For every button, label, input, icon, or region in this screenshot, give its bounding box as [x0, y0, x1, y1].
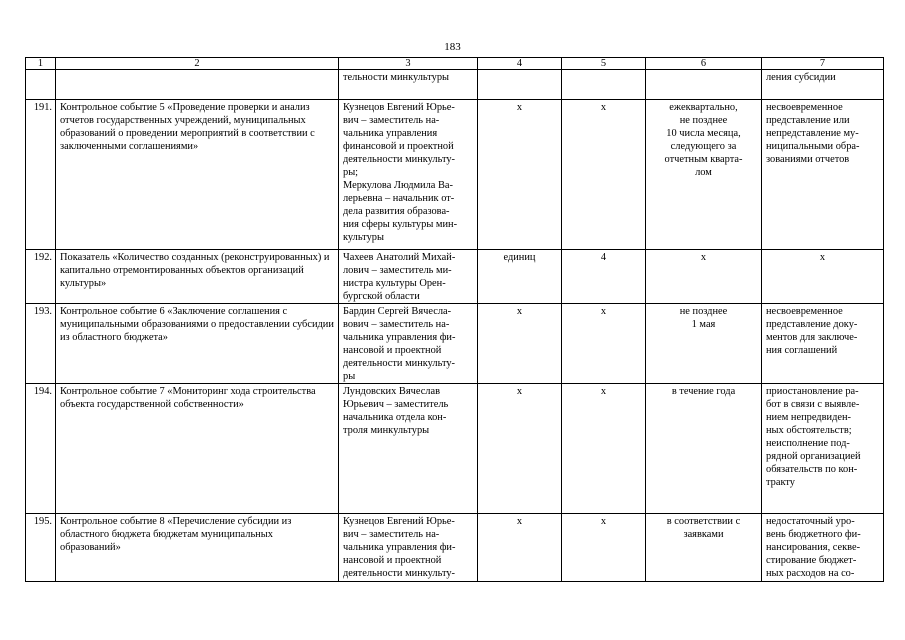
column-number: 2: [56, 58, 339, 70]
responsible-person: Кузнецов Евгений Юрье- вич – заместитель на- чальника управления финансовой и проектной деятельности минкульту- ры; Меркулова Людмила Ва- лерьевна – начальник от- дела развития образова- ния сферы культуры мин- культуры: [339, 100, 478, 250]
cell-col4: [478, 70, 562, 100]
table-row: [26, 304, 884, 384]
table-row: [26, 250, 884, 304]
column-numbers-row: [26, 58, 884, 70]
responsible-person: Бардин Сергей Вячесла- вович – заместитель на- чальника управления фи- нансовой и проектной деятельности минкульту- ры: [339, 304, 478, 384]
table-row: [26, 100, 884, 250]
cell-col4: x: [478, 384, 562, 514]
event-name: Контрольное событие 5 «Проведение проверки и анализ отчетов государственных учреждений, муниципальных образований о проведении мероприятий в соответствии с заключенными соглашениями»: [56, 100, 339, 250]
cell-col5: 4: [562, 250, 646, 304]
continuation-row: [26, 70, 884, 100]
cell-col4: x: [478, 304, 562, 384]
cell-responsible: тельности минкультуры: [339, 70, 478, 100]
cell-col5: [562, 70, 646, 100]
row-number: 195.: [26, 514, 56, 582]
event-name: Показатель «Количество созданных (реконструированных) и капитально отремонтированных объектов организаций культуры»: [56, 250, 339, 304]
deadline: в течение года: [646, 384, 762, 514]
column-number: 7: [762, 58, 884, 70]
cell-col5: x: [562, 100, 646, 250]
deadline: ежеквартально, не позднее 10 числа месяца, следующего за отчетным кварта- лом: [646, 100, 762, 250]
row-number: 193.: [26, 304, 56, 384]
column-number: 5: [562, 58, 646, 70]
cell-col6: [646, 70, 762, 100]
event-name: Контрольное событие 7 «Мониторинг хода строительства объекта государственной собственности»: [56, 384, 339, 514]
cell-col4: единиц: [478, 250, 562, 304]
row-number: 191.: [26, 100, 56, 250]
row-number: 192.: [26, 250, 56, 304]
events-table: [25, 57, 884, 582]
table-row: [26, 514, 884, 582]
cell-col4: x: [478, 514, 562, 582]
risk-consequence: несвоевременное представление доку- ментов для заключе- ния соглашений: [762, 304, 884, 384]
responsible-person: Чахеев Анатолий Михай- лович – заместитель ми- нистра культуры Орен- бургской области: [339, 250, 478, 304]
cell-num: [26, 70, 56, 100]
risk-consequence: несвоевременное представление или непредставление му- ниципальными обра- зованиями отчетов: [762, 100, 884, 250]
page-number: 183: [444, 41, 461, 53]
cell-col4: x: [478, 100, 562, 250]
event-name: Контрольное событие 8 «Перечисление субсидии из областного бюджета бюджетам муниципальных образований»: [56, 514, 339, 582]
row-number: 194.: [26, 384, 56, 514]
responsible-person: Кузнецов Евгений Юрье- вич – заместитель на- чальника управления фи- нансовой и проектной деятельности минкульту-: [339, 514, 478, 582]
risk-consequence: x: [762, 250, 884, 304]
deadline: x: [646, 250, 762, 304]
cell-col5: x: [562, 384, 646, 514]
deadline: не позднее 1 мая: [646, 304, 762, 384]
table-row: [26, 384, 884, 514]
risk-consequence: приостановление ра- бот в связи с выявле- нием непредвиден- ных обстоятельств; неисполнение под- рядной организацией обязательств по кон- тракту: [762, 384, 884, 514]
cell-name: [56, 70, 339, 100]
responsible-person: Лундовских Вячеслав Юрьевич – заместитель начальника отдела кон- троля минкультуры: [339, 384, 478, 514]
cell-col5: x: [562, 514, 646, 582]
deadline: в соответствии с заявками: [646, 514, 762, 582]
cell-consequence: ления субсидии: [762, 70, 884, 100]
cell-col5: x: [562, 304, 646, 384]
column-number: 4: [478, 58, 562, 70]
event-name: Контрольное событие 6 «Заключение соглашения с муниципальными образованиями о предоставлении субсидии из областного бюджета»: [56, 304, 339, 384]
column-number: 6: [646, 58, 762, 70]
risk-consequence: недостаточный уро- вень бюджетного фи- нансирования, секве- стирование бюджет- ных расходов на со-: [762, 514, 884, 582]
column-number: 1: [26, 58, 56, 70]
column-number: 3: [339, 58, 478, 70]
